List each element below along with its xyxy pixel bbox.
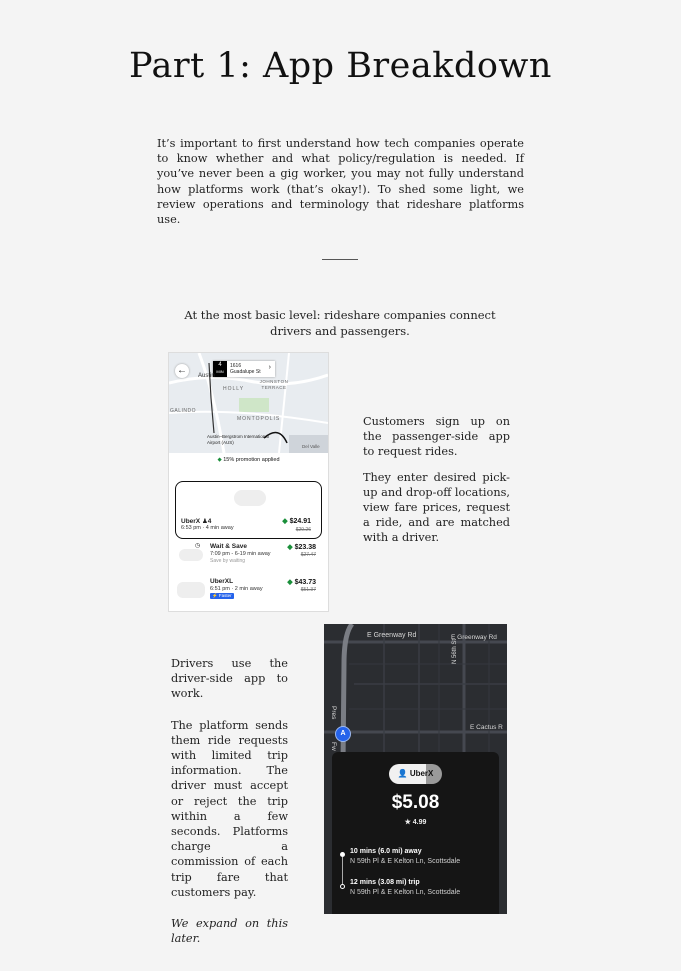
map-label-city: Austin (198, 373, 215, 379)
ride-option-uberxl[interactable] (175, 578, 320, 608)
street-fw: Fw (330, 742, 337, 751)
trip-address: N 59th Pl & E Kelton Ln, Scottsdale (350, 889, 461, 896)
promo-banner: ◆ 15% promotion applied (217, 457, 280, 463)
section-divider (322, 259, 358, 260)
rider-map (169, 353, 328, 453)
dropoff-pin-icon (340, 884, 345, 889)
map-label-del-valle: Del Valle (302, 444, 320, 449)
rider-app-screenshot (168, 352, 329, 612)
page-title: Part 1: App Breakdown (129, 46, 552, 86)
pickup-time: 10 mins (6.0 mi) away (350, 848, 422, 855)
option-name: UberX ♟4 (181, 518, 212, 525)
customers-paragraph-2: They enter desired pick-up and drop-off locations, view fare prices, request a ride, and are matched with a driver. (363, 470, 510, 545)
car-icon (234, 490, 266, 506)
person-icon: 👤 (397, 769, 408, 778)
drivers-paragraph-1: Drivers use the driver-side app to work. (171, 657, 288, 701)
suv-icon (177, 582, 205, 598)
tag-icon: ◆ (287, 579, 293, 586)
option-price: $24.91 (289, 518, 311, 525)
tag-icon: ◆ (217, 457, 222, 463)
clock-icon: ◷ (195, 543, 201, 549)
back-arrow-icon[interactable]: ← (177, 365, 187, 376)
drivers-text (171, 656, 288, 962)
option-price: $43.73 (294, 579, 316, 586)
destination-chip[interactable] (213, 361, 275, 377)
map-label-montopolis: MONTOPOLIS (237, 416, 281, 422)
dest-addr-line2: Guadalupe St (230, 369, 261, 375)
ride-option-uberx[interactable] (175, 481, 322, 539)
location-marker-icon: A (335, 726, 351, 742)
map-label-holly: HOLLY (223, 386, 245, 392)
map-label-galindo: GALINDO (170, 408, 197, 414)
option-old-price: $27.47 (300, 552, 316, 558)
route-line (342, 857, 343, 885)
seat-count: 4 (207, 518, 212, 525)
dest-addr-line1: 1616 (230, 363, 242, 369)
street-pres: Pres (330, 706, 337, 720)
drivers-paragraph-2: The platform sends them ride requests with limited trip information. The driver must accept or reject the trip within a few seconds. Platforms charge a commission of each trip fare that customers pay. (171, 718, 288, 899)
rider-rating: ★ 4.99 (404, 819, 427, 826)
trip-request-card[interactable] (332, 752, 499, 914)
tag-icon: ◆ (282, 518, 288, 525)
service-pill (389, 764, 442, 784)
option-time: 6:53 pm · 4 min away (181, 525, 234, 531)
customers-text (363, 414, 510, 556)
service-name: UberX (409, 769, 434, 778)
map-label-airport: Austin–Bergstrom International Airport (AUS) (207, 434, 269, 445)
tag-icon: ◆ (287, 544, 293, 551)
street-cactus: E Cactus R (470, 724, 503, 731)
option-old-price: $51.37 (300, 587, 316, 593)
driver-app-screenshot (324, 624, 507, 914)
map-label-johnston: JOHNSTON TERRACE (259, 379, 289, 390)
option-name: UberXL (210, 578, 234, 585)
drivers-paragraph-3: We expand on this later. (171, 917, 288, 946)
street-greenway-1: E Greenway Rd (367, 632, 417, 639)
option-old-price: $29.26 (295, 527, 311, 533)
option-time: 7:09 pm - 6-19 min away (210, 551, 271, 557)
option-price: $23.38 (294, 544, 316, 551)
street-greenway-2: E Greenway Rd (451, 634, 497, 641)
chevron-right-icon: › (268, 364, 271, 371)
person-icon: ♟ (201, 518, 208, 525)
trip-time: 12 mins (3.08 mi) trip (350, 879, 420, 886)
fare-amount: $5.08 (391, 792, 440, 813)
intro-paragraph: It’s important to first understand how tech companies operate to know whether and what policy/regulation is needed. If you’ve never been a gig worker, you may not fully understand how platforms work (that’s okay!). To shed some light, we review operations and terminology that rideshare platforms use. (157, 137, 524, 227)
pickup-address: N 59th Pl & E Kelton Ln, Scottsdale (350, 858, 461, 865)
option-name: Wait & Save (210, 543, 247, 550)
option-time: 6:51 pm · 2 min away (210, 586, 263, 592)
ride-option-wait-save[interactable] (175, 543, 320, 573)
basic-level-text: At the most basic level: rideshare companies connect drivers and passengers. (184, 308, 496, 338)
faster-badge: ⚡ Faster (212, 593, 232, 598)
street-n56th: N 56th St (452, 638, 458, 664)
eta-box: 4 MIN (213, 361, 227, 377)
car-icon (179, 549, 203, 561)
customers-paragraph-1: Customers sign up on the passenger-side app to request rides. (363, 415, 510, 459)
option-note: Save by waiting (210, 558, 246, 564)
